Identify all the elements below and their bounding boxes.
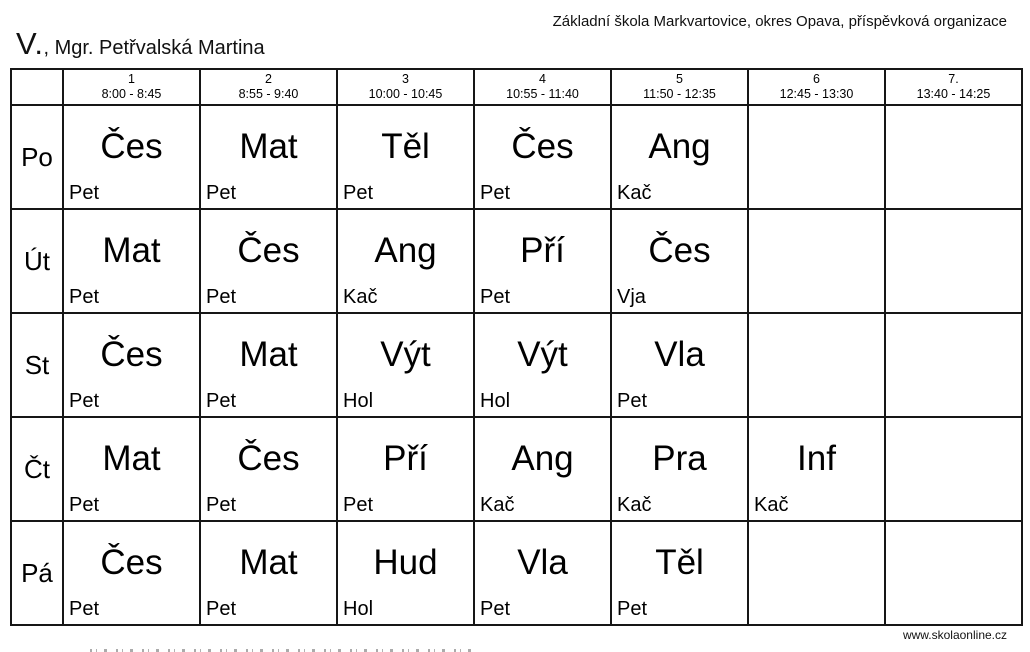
lesson-cell: [200, 313, 337, 417]
teacher-abbr: Pet: [617, 598, 648, 620]
lesson-cell-content: [612, 418, 747, 520]
teacher-abbr: Pet: [480, 286, 511, 308]
teacher-abbr: Pet: [69, 494, 100, 516]
lesson-cell: [63, 209, 200, 313]
teacher-abbr: Hol: [480, 390, 511, 412]
subject-abbr: Vla: [654, 334, 705, 374]
lesson-cell-content: [201, 522, 336, 624]
lesson-cell-content: [612, 210, 747, 312]
subject-abbr: Inf: [797, 438, 836, 478]
subject-abbr: Pří: [520, 230, 565, 270]
teacher-abbr: Pet: [343, 494, 374, 516]
teacher-abbr: Vja: [617, 286, 646, 308]
teacher-abbr: Pet: [69, 390, 100, 412]
period-time: 13:40 - 14:25: [916, 87, 991, 101]
teacher-abbr: Kač: [617, 494, 652, 516]
lesson-cell: [474, 209, 611, 313]
lesson-cell: [337, 105, 474, 209]
day-row-Po: [11, 105, 1022, 209]
teacher-abbr: Pet: [206, 286, 237, 308]
teacher-abbr: Kač: [754, 494, 789, 516]
lesson-cell: [337, 313, 474, 417]
lesson-cell: [474, 417, 611, 521]
teacher-abbr: Kač: [343, 286, 378, 308]
timetable-body: [11, 105, 1022, 625]
subject-abbr: Mat: [239, 542, 298, 582]
period-header-4: [474, 69, 611, 105]
teacher-abbr: Pet: [617, 390, 648, 412]
subject-abbr: Čes: [100, 542, 163, 582]
teacher-abbr: Pet: [343, 182, 374, 204]
empty-lesson-cell: [748, 313, 885, 417]
lesson-cell-content: [201, 210, 336, 312]
period-header-1: [63, 69, 200, 105]
subject-abbr: Mat: [102, 438, 161, 478]
lesson-cell: [63, 313, 200, 417]
lesson-cell-content: [64, 210, 199, 312]
lesson-cell-content: [475, 210, 610, 312]
period-time: 8:55 - 9:40: [238, 87, 299, 101]
lesson-cell: [337, 417, 474, 521]
teacher-abbr: Pet: [206, 390, 237, 412]
school-name: Základní škola Markvartovice, okres Opava, příspěvková organizace: [552, 13, 1007, 30]
lesson-cell: [200, 521, 337, 625]
teacher-abbr: Pet: [206, 598, 237, 620]
subject-abbr: Hud: [373, 542, 438, 582]
subject-abbr: Výt: [517, 334, 568, 374]
empty-lesson-cell: [885, 209, 1022, 313]
lesson-cell-content: [475, 314, 610, 416]
lesson-cell: [200, 105, 337, 209]
teacher-abbr: Pet: [480, 182, 511, 204]
corner-cell: [11, 69, 63, 105]
period-header-2: [200, 69, 337, 105]
lesson-cell: [200, 417, 337, 521]
empty-lesson-cell: [748, 521, 885, 625]
period-time: 8:00 - 8:45: [101, 87, 162, 101]
teacher-abbr: Pet: [69, 598, 100, 620]
lesson-cell-content: [749, 418, 884, 520]
lesson-cell-content: [338, 210, 473, 312]
subject-abbr: Pří: [383, 438, 428, 478]
day-label: Po: [11, 105, 63, 209]
period-time: 10:55 - 11:40: [506, 87, 579, 101]
subject-abbr: Čes: [100, 126, 163, 166]
subject-abbr: Ang: [374, 230, 437, 270]
period-number: 7.: [948, 72, 959, 86]
day-row-Út: [11, 209, 1022, 313]
period-header-5: [611, 69, 748, 105]
lesson-cell-content: [338, 418, 473, 520]
lesson-cell-content: [201, 418, 336, 520]
lesson-cell-content: [201, 314, 336, 416]
lesson-cell: [611, 521, 748, 625]
lesson-cell-content: [64, 314, 199, 416]
lesson-cell: [337, 209, 474, 313]
subject-abbr: Výt: [380, 334, 431, 374]
period-number: 3: [402, 72, 409, 86]
day-label: Čt: [11, 417, 63, 521]
lesson-cell: [611, 105, 748, 209]
class-teacher-name: , Mgr. Petřvalská Martina: [43, 37, 265, 59]
subject-abbr: Čes: [511, 126, 574, 166]
subject-abbr: Mat: [239, 334, 298, 374]
period-header-3: [337, 69, 474, 105]
timetable-header-row: [11, 69, 1022, 105]
day-label: Út: [11, 209, 63, 313]
lesson-cell: [748, 417, 885, 521]
subject-abbr: Čes: [237, 438, 300, 478]
teacher-abbr: Pet: [69, 286, 100, 308]
period-header-6: [748, 69, 885, 105]
teacher-abbr: Kač: [617, 182, 652, 204]
lesson-cell-content: [338, 106, 473, 208]
subject-abbr: Čes: [648, 230, 711, 270]
lesson-cell-content: [338, 314, 473, 416]
lesson-cell: [63, 521, 200, 625]
lesson-cell: [337, 521, 474, 625]
period-time: 12:45 - 13:30: [779, 87, 854, 101]
day-label: St: [11, 313, 63, 417]
subject-abbr: Mat: [239, 126, 298, 166]
period-number: 2: [265, 72, 272, 86]
day-row-Pá: [11, 521, 1022, 625]
teacher-abbr: Hol: [343, 390, 374, 412]
empty-lesson-cell: [885, 521, 1022, 625]
lesson-cell: [474, 521, 611, 625]
lesson-cell-content: [201, 106, 336, 208]
lesson-cell-content: [475, 522, 610, 624]
period-number: 5: [676, 72, 683, 86]
lesson-cell: [63, 417, 200, 521]
page-title: [16, 28, 265, 60]
day-row-Čt: [11, 417, 1022, 521]
lesson-cell: [611, 209, 748, 313]
empty-lesson-cell: [885, 105, 1022, 209]
class-label: V.: [16, 26, 44, 61]
subject-abbr: Pra: [652, 438, 707, 478]
teacher-abbr: Hol: [343, 598, 374, 620]
period-number: 1: [128, 72, 135, 86]
lesson-cell-content: [475, 106, 610, 208]
teacher-abbr: Pet: [206, 494, 237, 516]
period-header-7: [885, 69, 1022, 105]
subject-abbr: Ang: [648, 126, 711, 166]
lesson-cell-content: [64, 106, 199, 208]
empty-lesson-cell: [748, 105, 885, 209]
timetable: [10, 68, 1023, 626]
footer-link: www.skolaonline.cz: [902, 628, 1007, 642]
empty-lesson-cell: [885, 417, 1022, 521]
subject-abbr: Vla: [517, 542, 568, 582]
lesson-cell-content: [338, 522, 473, 624]
teacher-abbr: Kač: [480, 494, 515, 516]
day-row-St: [11, 313, 1022, 417]
period-time: 10:00 - 10:45: [368, 87, 443, 101]
lesson-cell: [611, 417, 748, 521]
subject-abbr: Čes: [100, 334, 163, 374]
subject-abbr: Těl: [381, 126, 430, 166]
lesson-cell-content: [64, 418, 199, 520]
period-number: 6: [813, 72, 820, 86]
day-label: Pá: [11, 521, 63, 625]
lesson-cell-content: [64, 522, 199, 624]
teacher-abbr: Pet: [206, 182, 237, 204]
lesson-cell: [474, 105, 611, 209]
empty-lesson-cell: [748, 209, 885, 313]
empty-lesson-cell: [885, 313, 1022, 417]
lesson-cell: [611, 313, 748, 417]
subject-abbr: Ang: [511, 438, 574, 478]
period-time: 11:50 - 12:35: [643, 87, 716, 101]
lesson-cell-content: [612, 106, 747, 208]
subject-abbr: Těl: [655, 542, 704, 582]
lesson-cell-content: [612, 522, 747, 624]
lesson-cell: [200, 209, 337, 313]
lesson-cell: [474, 313, 611, 417]
lesson-cell-content: [475, 418, 610, 520]
subject-abbr: Čes: [237, 230, 300, 270]
teacher-abbr: Pet: [69, 182, 100, 204]
lesson-cell-content: [612, 314, 747, 416]
subject-abbr: Mat: [102, 230, 161, 270]
period-number: 4: [539, 72, 546, 86]
teacher-abbr: Pet: [480, 598, 511, 620]
lesson-cell: [63, 105, 200, 209]
